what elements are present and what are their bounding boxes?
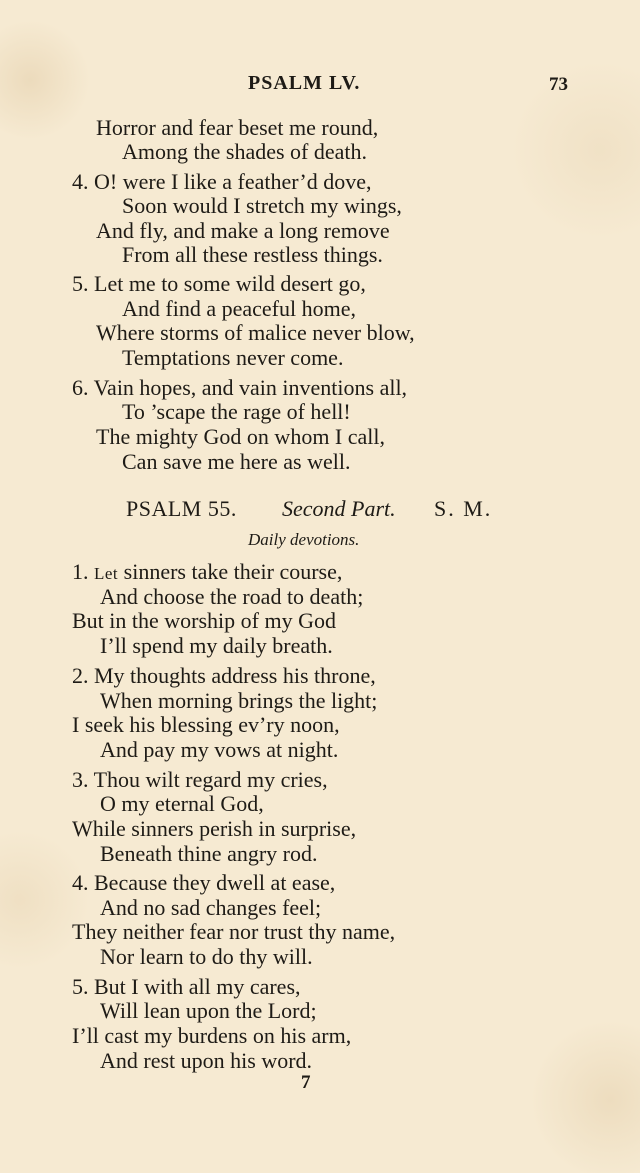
- verse-number: 1.: [72, 559, 89, 584]
- verse-line: 2. My thoughts address his throne,: [72, 663, 376, 688]
- verse-line: O my eternal God,: [100, 791, 264, 816]
- verse-line: I’ll spend my daily breath.: [100, 633, 333, 658]
- verse-line: 1. Let sinners take their course,: [72, 559, 343, 584]
- verse-line: And choose the road to death;: [100, 584, 364, 609]
- verse-line: 4. Because they dwell at ease,: [72, 870, 336, 895]
- verse-number: 5.: [72, 974, 89, 999]
- verse-line: The mighty God on whom I call,: [96, 424, 386, 449]
- running-head: [0, 72, 640, 100]
- verse-line: Nor learn to do thy will.: [100, 944, 313, 969]
- verse-line: 5. But I with all my cares,: [72, 974, 301, 999]
- verse-line: From all these restless things.: [122, 242, 383, 267]
- verse-number: 2.: [72, 663, 89, 688]
- page-number: 73: [549, 74, 568, 95]
- verse-line: Temptations never come.: [122, 345, 344, 370]
- verse-number: 5.: [72, 271, 89, 296]
- verse-line: To ’scape the rage of hell!: [122, 399, 351, 424]
- signature-mark: 7: [301, 1072, 311, 1093]
- verse-line: Will lean upon the Lord;: [100, 998, 317, 1023]
- verse-line: 4. O! were I like a feather’d dove,: [72, 169, 372, 194]
- verse-line: While sinners perish in surprise,: [72, 816, 357, 841]
- verse-number: 6.: [72, 375, 89, 400]
- psalm-number: PSALM 55.: [126, 496, 237, 521]
- verse-line: And rest upon his word.: [100, 1048, 313, 1073]
- verse-line: 6. Vain hopes, and vain inventions all,: [72, 375, 408, 400]
- verse-line: I seek his blessing ev’ry noon,: [72, 712, 340, 737]
- verse-line: And pay my vows at night.: [100, 737, 339, 762]
- verse-number: 4.: [72, 169, 89, 194]
- verse-line: I’ll cast my burdens on his arm,: [72, 1023, 352, 1048]
- verse-line: And find a peaceful home,: [122, 296, 356, 321]
- meter-label: S. M.: [434, 496, 493, 521]
- verse-number: 3.: [72, 767, 89, 792]
- verse-line: Can save me here as well.: [122, 449, 351, 474]
- page-title: PSALM LV.: [248, 72, 361, 94]
- verse-line: 3. Thou wilt regard my cries,: [72, 767, 328, 792]
- verse-number: 4.: [72, 870, 89, 895]
- verse-line: Among the shades of death.: [122, 139, 367, 164]
- verse-line: And fly, and make a long remove: [96, 218, 390, 243]
- verse-line: Soon would I stretch my wings,: [122, 193, 402, 218]
- verse-line: When morning brings the light;: [100, 688, 378, 713]
- part-label: Second Part.: [282, 496, 396, 521]
- verse-line: 5. Let me to some wild desert go,: [72, 271, 366, 296]
- verse-line: Where storms of malice never blow,: [96, 320, 415, 345]
- verse-line: They neither fear nor trust thy name,: [72, 919, 396, 944]
- verse-line: Horror and fear beset me round,: [96, 115, 379, 140]
- psalm-subtitle: Daily devotions.: [248, 530, 360, 549]
- verse-line: Beneath thine angry rod.: [100, 841, 318, 866]
- verse-line: And no sad changes feel;: [100, 895, 322, 920]
- psalm-heading: [126, 496, 506, 524]
- first-word: Let: [94, 564, 119, 583]
- verse-line: But in the worship of my God: [72, 608, 336, 633]
